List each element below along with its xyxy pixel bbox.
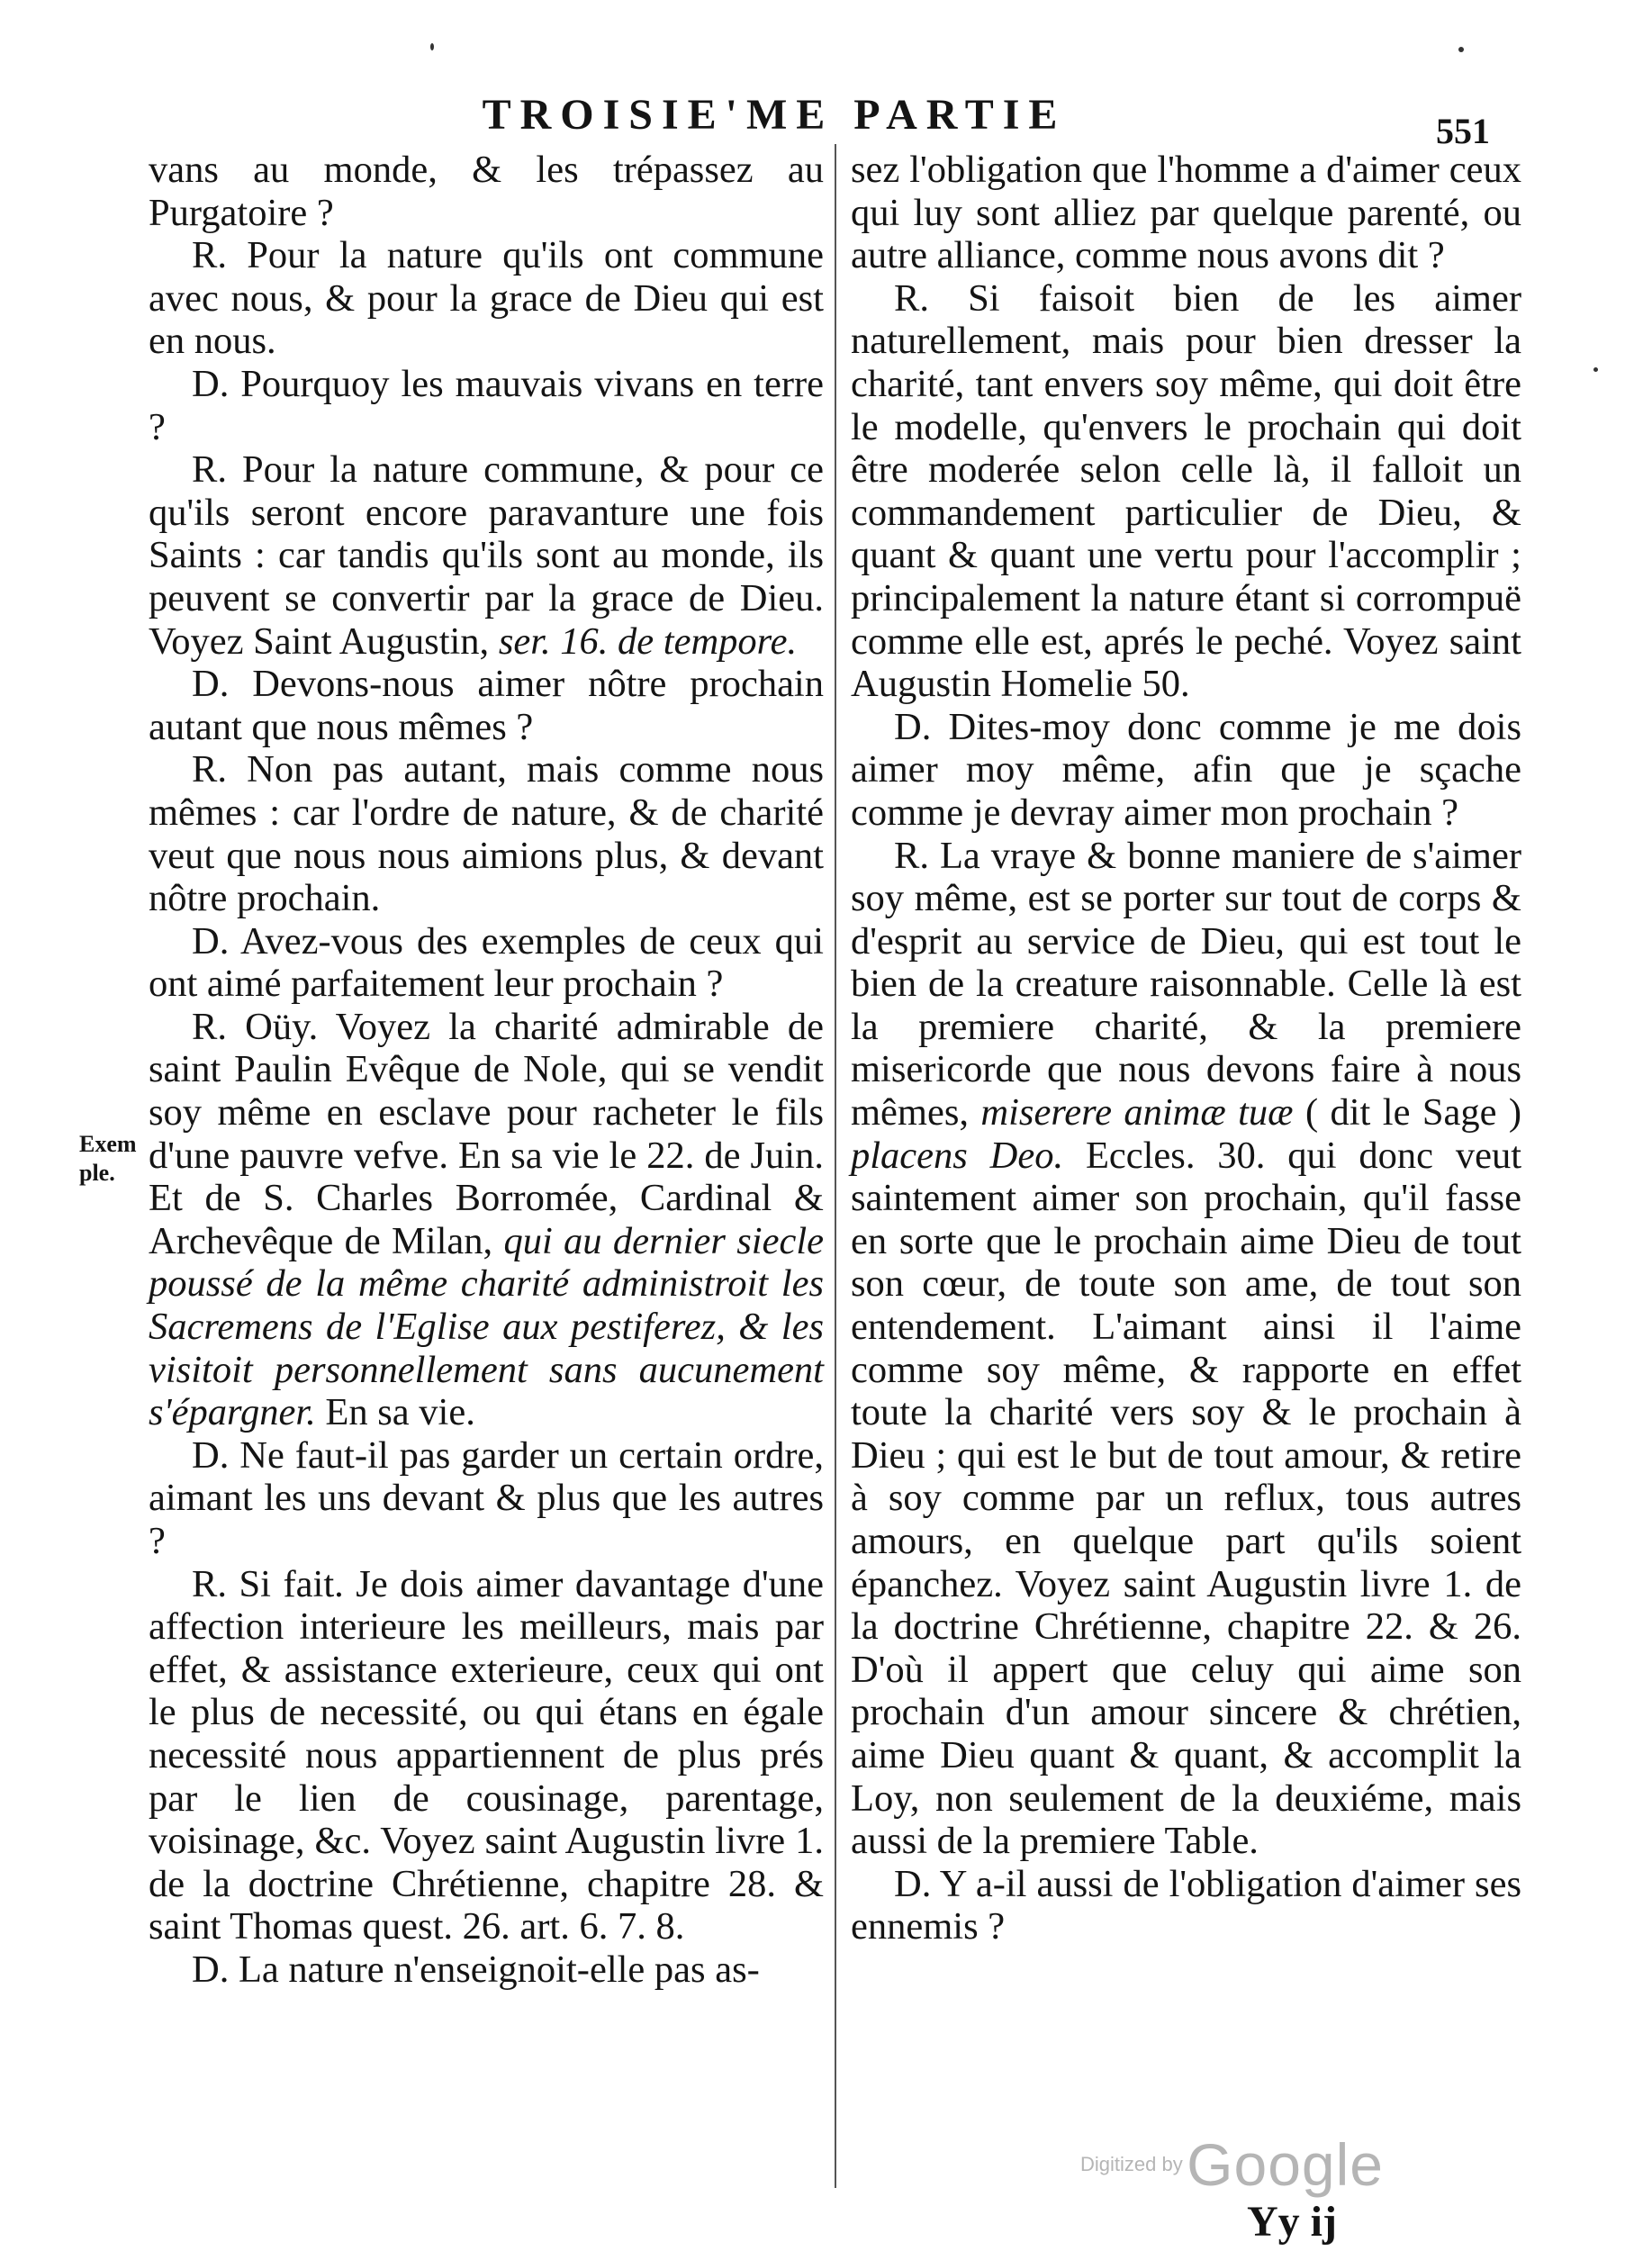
digitized-watermark: Digitized by Google [1080,2131,1384,2198]
google-logo-icon: Google [1187,2131,1384,2198]
page-number: 551 [1436,111,1490,151]
margin-note: Exem ple. [79,1131,137,1186]
paragraph: R. La vraye & bonne maniere de s'aimer soy même, est se porter sur tout de corps & d'esprit au service de Dieu, qui est tout le bien de la creature raisonnable. Celle là est la premiere charité, & la premiere misericorde que nous devons faire à nous mêmes, miserere animæ tuæ ( dit le Sage ) placens Deo. Eccles. 30. qui donc veut saintement aimer son prochain, qu'il fasse en sorte que le prochain aime Dieu de tout son cœur, de toute son ame, de tout son entendement. L'aimant ainsi il l'aime comme soy même, & rapporte en effet toute la charité vers soy & le prochain à Dieu ; qui est le but de tout amour, & retire à soy comme par un reflux, tous autres amours, en quelque part qu'ils soient épanchez. Voyez saint Augustin livre 1. de la doctrine Chrétienne, chapitre 22. & 26. D'où il appert que celuy qui aime son prochain d'un amour sincere & chrétien, aime Dieu quant & quant, & accomplit la Loy, non seulement de la deuxiéme, mais aussi de la premiere Table. [851,834,1522,1863]
paragraph: D. Dites-moy donc comme je me dois aimer moy même, afin que je sçache comme je devray aimer mon prochain ? [851,705,1521,834]
paragraph: D. Avez-vous des exemples de ceux qui ont aimé parfaitement leur prochain ? [149,919,824,1006]
signature-mark: Yy ij [1247,2198,1337,2246]
ink-speck [430,43,434,50]
paragraph: D. Y a-il aussi de l'obligation d'aimer ses ennemis ? [851,1862,1521,1948]
paragraph: R. Non pas autant, mais comme nous mêmes : car l'ordre de nature, & de charité veut que nous nous aimions plus, & devant nôtre prochain. [149,748,824,920]
paragraph: D. La nature n'enseignoit-elle pas as- [192,1948,760,1991]
left-column [149,149,824,1992]
right-column [851,149,1521,1948]
paragraph: D. Devons-nous aimer nôtre prochain autant que nous mêmes ? [149,663,824,748]
paragraph: R. Si faisoit bien de les aimer naturellement, mais pour bien dresser la charité, tant envers soy même, qui doit être le modelle, qu'envers le prochain qui doit être moderée selon celle là, il falloit un commandement particulier de Dieu, & quant & quant une vertu pour l'accomplir ; principalement la nature étant si corrompuë comme elle est, aprés le peché. Voyez saint Augustin Homelie 50. [851,276,1521,706]
running-header: TROISIE'ME PARTIE [482,91,1067,139]
paragraph: D. Ne faut-il pas garder un certain ordre, aimant les uns devant & plus que les autres ? [149,1433,824,1562]
column-divider [835,144,836,2188]
paragraph: R. Si fait. Je dois aimer davantage d'une affection interieure les meilleurs, mais par effet, & assistance exterieure, ceux qui ont le plus de necessité, ou qui étans en égale necessité nous appartiennent de plus prés par le lien de cousinage, parentage, voisinage, &c. Voyez saint Augustin livre 1. de la doctrine Chrétienne, chapitre 28. & saint Thomas quest. 26. art. 6. 7. 8. [149,1562,824,1948]
paragraph: R. Pour la nature qu'ils ont commune avec nous, & pour la grace de Dieu qui est en nous. [149,234,824,363]
paragraph: D. Pourquoy les mauvais vivans en terre ? [149,362,824,448]
ink-speck [1593,367,1598,372]
paragraph: R. Pour la nature commune, & pour ce qu'ils seront encore paravanture une fois Saints : car tandis qu'ils sont au monde, ils peuvent se convertir par la grace de Dieu. Voyez Saint Augustin, ser. 16. de tempore. [149,448,824,663]
ink-speck [1458,47,1464,52]
paragraph: R. Oüy. Voyez la charité admirable de saint Paulin Evêque de Nole, qui se vendit soy même en esclave pour racheter le fils d'une pauvre vefve. En sa vie le 22. de Juin. Et de S. Charles Borromée, Cardinal & Archevêque de Milan, qui au dernier siecle poussé de la même charité administroit les Sacremens de l'Eglise aux pestiferez, & les visitoit personnellement sans aucunement s'épargner. En sa vie. [149,1005,825,1434]
paragraph: sez l'obligation que l'homme a d'aimer ceux qui luy sont alliez par quelque parenté, ou autre alliance, comme nous avons dit ? [851,149,1521,277]
paragraph: vans au monde, & les trépassez au Purgatoire ? [149,149,824,234]
